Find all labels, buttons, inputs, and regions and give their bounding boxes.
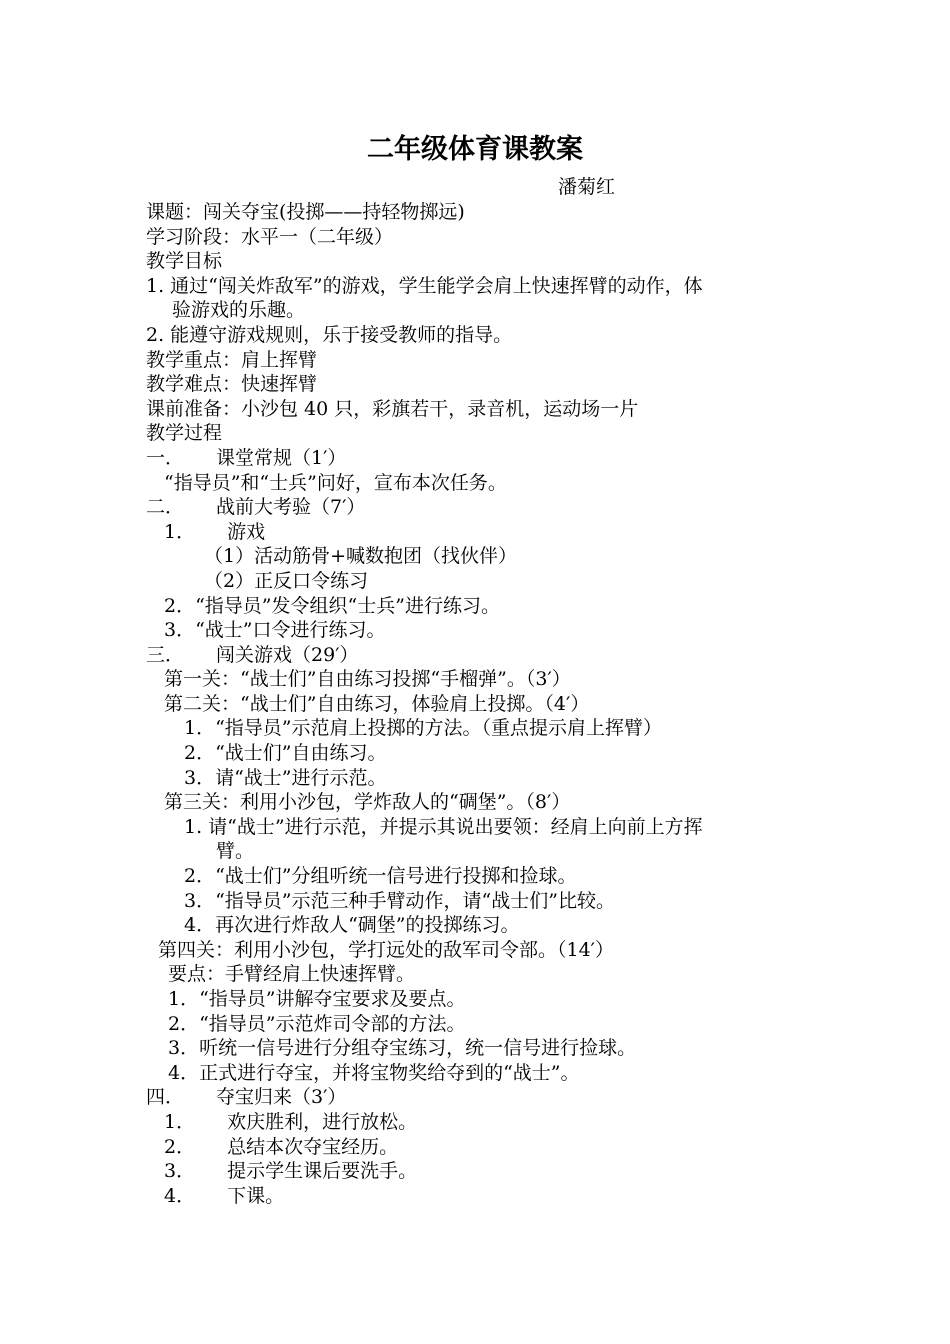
section-4-item-4: [0, 1184, 950, 1209]
section-4-item-3: [0, 1159, 950, 1184]
section-3-title: 闯关游戏（29′）: [216, 643, 359, 666]
level-3-item-4: 4．再次进行炸敌人“碉堡”的投掷练习。: [184, 914, 520, 937]
section-4-number: 四．: [146, 1086, 185, 1109]
level-1-line: 第一关：“战士们”自由练习投掷“手榴弹”。（3′）: [164, 668, 571, 691]
section-2-item-3: 3．“战士”口令进行练习。: [164, 619, 386, 642]
section-2-number: 二．: [146, 496, 185, 519]
key-point-line: 教学重点：肩上挥臂: [146, 348, 318, 371]
section-2-item-2: 2．“指导员”发令组织“士兵”进行练习。: [164, 594, 500, 617]
section-4-item-3-text: 提示学生课后要洗手。: [227, 1160, 418, 1183]
document-body: [0, 200, 950, 1208]
level-4-line: 第四关：利用小沙包，学打远处的敌军司令部。（14′）: [158, 938, 614, 961]
section-4-item-4-text: 下课。: [227, 1184, 285, 1207]
level-4-item-3: 3．听统一信号进行分组夺宝练习，统一信号进行捡球。: [168, 1037, 637, 1060]
section-1-number: 一．: [146, 446, 185, 469]
preparation-line: 课前准备：小沙包 40 只，彩旗若干，录音机，运动场一片: [146, 397, 639, 420]
level-2-line: 第二关：“战士们”自由练习，体验肩上投掷。（4′）: [164, 692, 590, 715]
level-4-item-2: 2．“指导员”示范炸司令部的方法。: [168, 1012, 466, 1035]
objectives-heading: 教学目标: [146, 250, 223, 273]
section-1-heading: [0, 446, 950, 471]
level-4-key-point: 要点：手臂经肩上快速挥臂。: [168, 963, 416, 986]
section-2-item-1-title: 游戏: [227, 520, 266, 543]
objective-1: 1. 通过“闯关炸敌军”的游戏，学生能学会肩上快速挥臂的动作，体: [146, 274, 703, 297]
section-3-number: 三．: [146, 643, 185, 666]
level-4-item-1: 1．“指导员”讲解夺宝要求及要点。: [168, 988, 466, 1010]
document-title: 二年级体育课教案: [367, 134, 583, 165]
topic-line: 课题：闯关夺宝(投掷——持轻物掷远): [146, 201, 465, 223]
level-3-item-1: 1. 请“战士”进行示范，并提示其说出要领：经肩上向前上方挥: [184, 815, 703, 838]
level-2-item-3: 3．请“战士”进行示范。: [184, 766, 387, 789]
level-2-item-2: 2．“战士们”自由练习。: [184, 742, 387, 765]
section-2-item-1: [0, 520, 950, 545]
section-1-content: “指导员”和“士兵”问好，宣布本次任务。: [164, 471, 507, 494]
section-1-title: 课堂常规（1′）: [216, 446, 347, 469]
section-4-item-3-number: 3．: [164, 1160, 196, 1183]
section-4-item-2-text: 总结本次夺宝经历。: [227, 1135, 399, 1158]
author-name: 潘菊红: [558, 176, 616, 198]
section-2-heading: [0, 495, 950, 520]
difficulty-line: 教学难点：快速挥臂: [146, 373, 318, 396]
section-4-item-1: [0, 1110, 950, 1135]
process-heading: 教学过程: [146, 422, 223, 445]
section-2-title: 战前大考验（7′）: [216, 496, 366, 519]
level-2-item-1: 1．“指导员”示范肩上投掷的方法。（重点提示肩上挥臂）: [184, 717, 663, 740]
section-4-item-2-number: 2．: [164, 1135, 196, 1158]
level-4-item-4: 4．正式进行夺宝，并将宝物奖给夺到的“战士”。: [168, 1061, 580, 1084]
section-4-item-1-number: 1．: [164, 1110, 196, 1133]
level-3-item-1-continued: 臂。: [216, 840, 255, 863]
section-4-item-2: [0, 1135, 950, 1160]
objective-1-continued: 验游戏的乐趣。: [172, 299, 306, 322]
level-3-item-3: 3．“指导员”示范三种手臂动作，请“战士们”比较。: [184, 889, 615, 912]
section-2-sub-2: （2）正反口令练习: [204, 569, 369, 592]
stage-line: 学习阶段：水平一（二年级）: [146, 225, 394, 248]
section-3-heading: [0, 643, 950, 668]
section-4-item-1-text: 欢庆胜利，进行放松。: [227, 1110, 418, 1133]
section-2-sub-1: （1）活动筋骨+喊数抱团（找伙伴）: [204, 545, 518, 568]
section-4-item-4-number: 4．: [164, 1184, 196, 1207]
level-3-line: 第三关：利用小沙包，学炸敌人的“碉堡”。（8′）: [164, 791, 571, 814]
section-2-item-1-number: 1．: [164, 520, 196, 543]
level-3-item-2: 2．“战士们”分组听统一信号进行投掷和捡球。: [184, 865, 577, 888]
objective-2: 2. 能遵守游戏规则，乐于接受教师的指导。: [146, 323, 513, 346]
section-4-heading: [0, 1085, 950, 1110]
section-4-title: 夺宝归来（3′）: [216, 1086, 347, 1109]
